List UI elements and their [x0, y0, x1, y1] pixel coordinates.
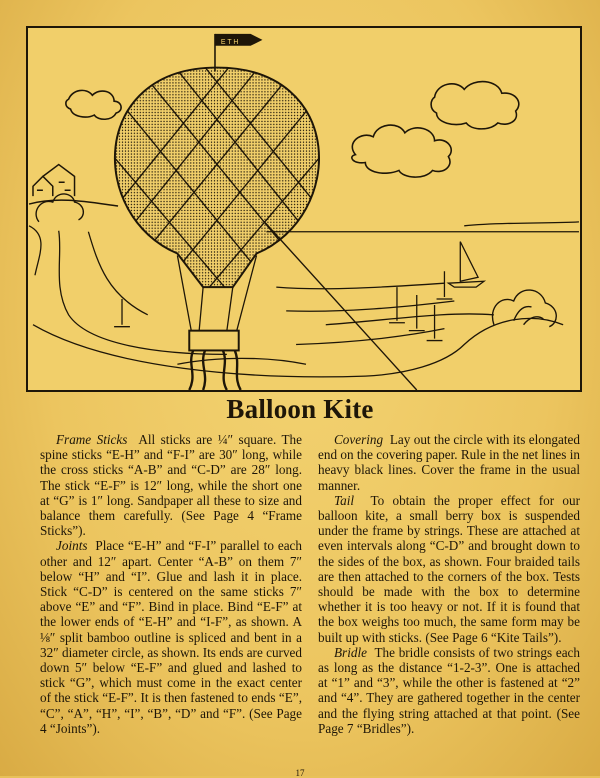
- tail-paragraph: [318, 493, 580, 645]
- page-title: Balloon Kite: [226, 394, 374, 424]
- joints-paragraph: [40, 538, 302, 736]
- bridle-heading: Bridle: [334, 644, 367, 660]
- frame-sticks-heading: Frame Sticks: [56, 432, 128, 447]
- bridle-text: The bridle consists of two strings each as long as the distance “1-2-3”. One is attached at “1” and “3”, while the other is fastened at “2” and “4”. They are gathered together in the center and the flying string attached at that point. (See Page 7 “Bridles”).: [318, 644, 581, 736]
- covering-paragraph: [318, 432, 580, 493]
- tail-text: To obtain the proper effect for our balloon kite, a small berry box is suspended under the frame by strings. These are attached at even intervals along “C-D” and brought down to the sides of the box, as shown. Four braided tails are then attached to the corners of the box. Tests should be made with the box to determine whether it is too heavy or not. If it is found that the box weighs too much, the same form may be built up with sticks. (See Page 6 “Kite Tails”).: [318, 492, 580, 645]
- flying-string: [264, 222, 416, 390]
- covering-text: Lay out the circle with its elongated end on the covering paper. Rule in the net lines in heavy black lines. Cover the frame in the usual manner.: [318, 432, 580, 493]
- frame-sticks-paragraph: [40, 432, 302, 538]
- joints-text: Place “E-H” and “F-I” parallel to each other and 12″ apart. Center “A-B” on them 7″ below “H” and “I”. Glue and lash it in place. Stick “C-D” is centered on the same sticks 7″ above “E” and “F”. Bind in place. Bind “E-F” at the lower ends of “E-H” and “I-F”, as shown. A ⅛″ split bamboo outline is spliced and bent in a 32″ diameter circle, as shown. Its ends are curved down 5″ below “E-F” and glued and lashed to stick “G”, which must come in the exact center of the stick “E-F”. It is then fastened to ends “E”, “C”, “A”, “H”, “I”, “B”, “D” and “F”. (See Page 4 “Joints”).: [40, 538, 302, 736]
- page-number: 17: [295, 768, 305, 778]
- bridle-paragraph: [318, 645, 580, 736]
- flag-text: E T H: [220, 38, 239, 46]
- balloon-kite-illustration: [26, 26, 582, 392]
- left-column: [40, 432, 302, 736]
- sailboats: [114, 242, 484, 341]
- right-column: [318, 432, 580, 736]
- shoreline: [29, 222, 579, 377]
- tail-heading: Tail: [334, 492, 355, 508]
- joints-heading: Joints: [56, 538, 88, 554]
- frame-sticks-text: All sticks are ¼″ square. The spine sticks “E-H” and “F-I” are 30″ long, while the cross sticks “A-B” and “C-D” are 28″ long. The stick “E-F” is 12″ long, while the short one at “G” is 1″ long. Sandpaper all these to size and balance them carefully. (See Page 4 “Frame Sticks”).: [40, 432, 303, 539]
- covering-heading: Covering: [334, 432, 384, 447]
- berry-box: [189, 331, 238, 351]
- illustration-drawing: [28, 28, 580, 390]
